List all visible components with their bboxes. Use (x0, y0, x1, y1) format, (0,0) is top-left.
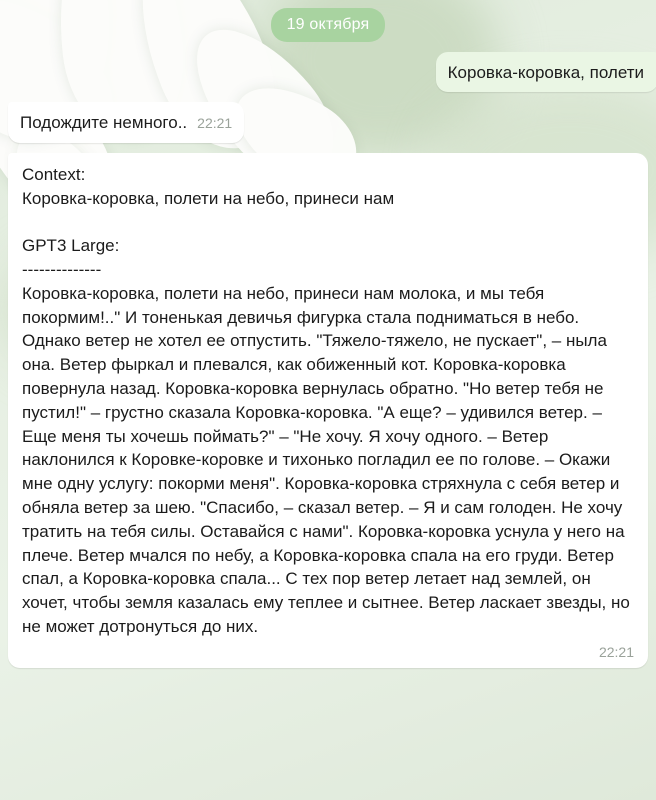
model-label: GPT3 Large: (22, 236, 120, 256)
context-label: Context: (22, 164, 86, 184)
message-timestamp: 22:21 (197, 115, 233, 132)
message-row-incoming-long (8, 153, 648, 669)
date-separator-pill[interactable]: 19 октября (271, 8, 386, 42)
context-text: Коровка-коровка, полети на небо, принеси нам (22, 188, 395, 208)
spacer (22, 211, 634, 235)
message-text: Подождите немного.. (20, 113, 188, 133)
divider-line: -------------- (22, 260, 102, 280)
generated-text: Коровка-коровка, полети на небо, принеси нам молока, и мы тебя покормим!.." И тоненькая девичья фигурка стала подниматься в небо. Однако ветер не хотел ее отпустить. "Тяжело-тяжело, не пускает", – ныла она. Ветер фыркал и плевался, как обиженный кот. Коровка-коровка повернула назад. Коровка-коровка вернулась обратно. "Но ветер тебя не пустил!" – грустно сказала Коровка-коровка. "А еще? – удивился ветер. – Еще меня ты хочешь поймать?" – "Не хочу. Я хочу одного. – Ветер наклонился к Коровке-коровке и тихонько погладил ее по голове. – Окажи мне одну услугу: покорми меня". Коровка-коровка стряхнула с себя ветер и обняла ветер за шею. "Спасибо, – сказал ветер. – Я и сам голоден. Не хочу тратить на тебя силы. Оставайся с нами". Коровка-коровка уснула у него на плече. Ветер мчался по небу, а Коровка-коровка спала на его груди. Ветер спал, а Коровка-коровка спала... С тех пор ветер летает над землей, он хочет, чтобы земля казалась ему теплее и сытнее. Ветер ласкает звезды, но не может дотронуться до них. (22, 283, 635, 637)
message-bubble-outgoing[interactable] (436, 52, 656, 92)
message-row-outgoing (8, 52, 648, 92)
message-bubble-incoming[interactable] (8, 102, 244, 142)
message-row-incoming (8, 102, 648, 142)
message-text: Коровка-коровка, полети (447, 63, 644, 82)
message-timestamp: 22:21 (598, 643, 634, 660)
message-bubble-generation[interactable] (8, 153, 648, 669)
date-separator-row (8, 8, 648, 42)
